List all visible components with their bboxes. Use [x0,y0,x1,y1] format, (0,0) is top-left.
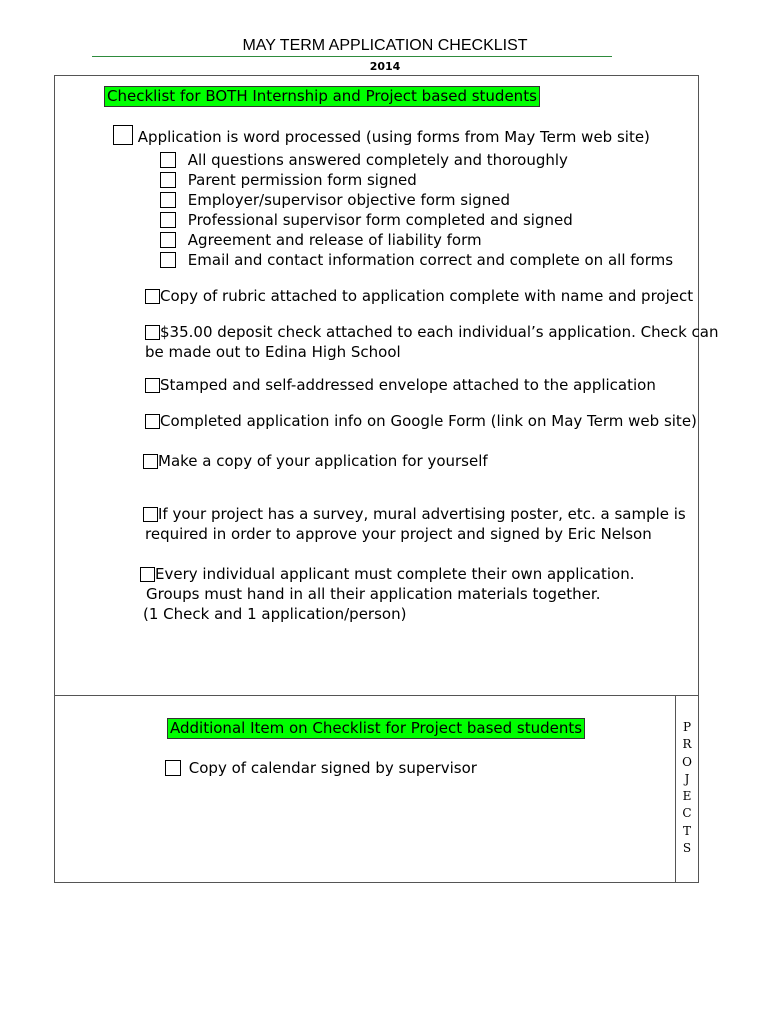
checklist-item-survey [143,505,686,524]
side-letter: R [682,737,692,752]
subitem-label: All questions answered completely and thoroughly [187,151,568,169]
item-continuation: (1 Check and 1 application/person) [143,605,407,623]
checklist-subitem [160,171,417,190]
subitem-label: Parent permission form signed [187,171,417,189]
checklist-subitem [160,151,568,170]
title-underline [92,56,612,57]
side-letter: J [684,771,690,786]
checkbox[interactable] [160,172,176,188]
item-label: Stamped and self-addressed envelope attached to the application [160,376,656,394]
checkbox[interactable] [145,414,160,429]
item-label: Completed application info on Google Form (link on May Term web site) [160,412,697,430]
item-label: If your project has a survey, mural advertising poster, etc. a sample is [158,505,686,523]
item-label: Copy of calendar signed by supervisor [188,759,477,777]
checkbox[interactable] [143,454,158,469]
checklist-item-copy [143,452,488,471]
item-continuation: required in order to approve your project and signed by Eric Nelson [145,525,652,543]
checklist-item-google-form [145,412,697,431]
item-label: $35.00 deposit check attached to each individual’s application. Check can [160,323,719,341]
page-title: MAY TERM APPLICATION CHECKLIST [242,37,528,54]
checkbox[interactable] [145,378,160,393]
checkbox[interactable] [160,152,176,168]
subitem-label: Employer/supervisor objective form signed [187,191,511,209]
item-label: Application is word processed (using forms from May Term web site) [137,128,650,146]
checklist-subitem [160,191,510,210]
side-letter: E [682,789,692,804]
both-section-heading: Checklist for BOTH Internship and Project based students [104,86,540,107]
item-label: Every individual applicant must complete their own application. [155,565,635,583]
subitem-label: Agreement and release of liability form [187,231,482,249]
checkbox[interactable] [165,760,181,776]
page-year: 2014 [369,60,401,73]
checklist-item-rubric [145,287,693,306]
checklist-subitem [160,251,673,270]
item-continuation: be made out to Edina High School [145,343,401,361]
section-divider [54,695,699,696]
projects-vertical-label [678,719,696,857]
checklist-subitem [160,231,482,250]
checklist-item-calendar [165,759,477,778]
checkbox[interactable] [160,252,176,268]
checklist-item-envelope [145,376,656,395]
checkbox[interactable] [143,507,158,522]
side-letter: P [682,720,692,734]
checkbox[interactable] [145,289,160,304]
side-letter: T [682,823,691,838]
checklist-subitem [160,211,573,230]
checkbox[interactable] [140,567,155,582]
checkbox[interactable] [145,325,160,340]
checkbox[interactable] [160,212,176,228]
side-letter: C [682,806,692,821]
item-continuation: Groups must hand in all their application materials together. [146,585,601,603]
project-section-heading: Additional Item on Checklist for Project based students [167,718,585,739]
checkbox[interactable] [113,125,133,145]
checkbox[interactable] [160,192,176,208]
item-label: Make a copy of your application for yourself [158,452,488,470]
checkbox[interactable] [160,232,176,248]
checklist-item-word-processed [113,125,650,147]
side-letter: O [682,754,692,769]
subitem-label: Email and contact information correct and complete on all forms [187,251,674,269]
checklist-item-deposit [145,323,719,342]
side-letter: S [682,841,692,856]
subitem-label: Professional supervisor form completed and signed [187,211,573,229]
item-label: Copy of rubric attached to application complete with name and project [160,287,694,305]
checklist-item-individual [140,565,635,584]
